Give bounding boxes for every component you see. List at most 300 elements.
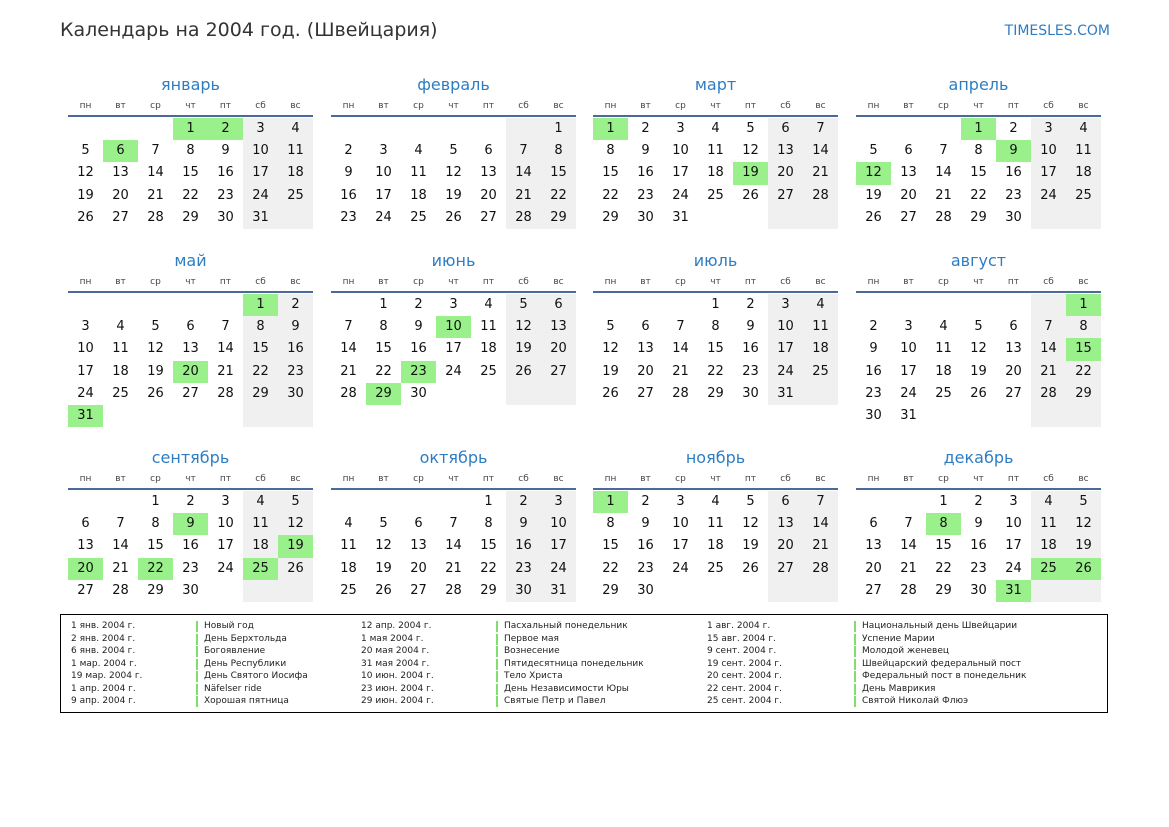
month-name: октябрь <box>419 448 488 467</box>
day-cell: 9 <box>641 516 650 532</box>
weekday-label: пт <box>744 277 757 287</box>
day-cell: 6 <box>869 516 878 532</box>
day-cell: 16 <box>970 538 987 554</box>
day-cell: 4 <box>939 319 948 335</box>
month-calendar <box>331 249 576 405</box>
day-cell: 21 <box>147 187 164 203</box>
day-cell: 26 <box>602 385 619 401</box>
day-cell: 13 <box>900 165 917 181</box>
day-cell: 26 <box>278 558 313 580</box>
holiday-date: 19 сент. 2004 г. <box>707 658 783 669</box>
weekday-label: сб <box>518 101 529 111</box>
day-cell: 6 <box>768 118 803 140</box>
day-cell: 10 <box>77 341 94 357</box>
day-cell: 22 <box>602 187 619 203</box>
day-cell: 22 <box>541 185 576 207</box>
day-cell: 3 <box>904 319 913 335</box>
day-cell: 27 <box>541 361 576 383</box>
weekday-label: вт <box>378 101 389 111</box>
holiday-date: 29 июн. 2004 г. <box>361 696 434 706</box>
empty-cell <box>278 405 313 427</box>
day-cell: 11 <box>112 341 129 357</box>
weekday-label: пт <box>482 474 495 484</box>
day-cell: 15 <box>970 165 987 181</box>
day-cell: 24 <box>768 361 803 383</box>
day-cell: 27 <box>1005 385 1022 401</box>
empty-cell <box>1031 294 1066 316</box>
day-cell: 2 <box>641 494 650 509</box>
weekday-label: вс <box>815 101 826 111</box>
day-cell: 25 <box>480 363 497 379</box>
holiday-day-cell: 1 <box>593 118 628 140</box>
day-cell: 18 <box>340 560 357 576</box>
day-cell: 29 <box>935 582 952 598</box>
day-cell: 5 <box>81 143 90 159</box>
day-cell: 22 <box>602 560 619 576</box>
day-cell: 27 <box>182 385 199 401</box>
day-cell: 22 <box>1066 361 1101 383</box>
day-cell: 21 <box>1031 361 1066 383</box>
empty-cell <box>173 405 208 427</box>
day-cell: 28 <box>803 185 838 207</box>
day-cell: 3 <box>541 491 576 513</box>
empty-cell <box>243 405 278 427</box>
day-cell: 21 <box>506 185 541 207</box>
header-divider <box>68 115 313 117</box>
holiday-date: 1 апр. 2004 г. <box>71 683 136 694</box>
holiday-name: День Республики <box>196 658 308 671</box>
weekday-label: пн <box>604 474 617 484</box>
days-grid <box>68 294 313 427</box>
weekday-label: вс <box>290 474 301 484</box>
day-cell: 8 <box>379 319 388 335</box>
legend-dates-col-1 <box>71 620 142 708</box>
weekday-header <box>593 471 838 487</box>
weekday-label: ср <box>938 474 949 484</box>
day-cell: 20 <box>541 338 576 360</box>
day-cell: 8 <box>606 143 615 159</box>
holiday-day-cell: 19 <box>278 535 313 557</box>
day-cell: 15 <box>182 165 199 181</box>
holiday-day-cell: 1 <box>961 118 996 140</box>
day-cell: 6 <box>414 516 423 532</box>
day-cell: 31 <box>541 580 576 602</box>
empty-cell <box>768 580 803 602</box>
day-cell: 18 <box>410 187 427 203</box>
day-cell: 26 <box>742 187 759 203</box>
day-cell: 23 <box>278 361 313 383</box>
day-cell: 31 <box>900 407 917 423</box>
day-cell: 2 <box>186 494 195 509</box>
day-cell: 29 <box>243 383 278 405</box>
header-divider <box>593 488 838 490</box>
holiday-name: День Маврикия <box>854 683 1026 696</box>
day-cell: 16 <box>340 187 357 203</box>
empty-cell <box>663 580 698 602</box>
empty-cell <box>856 491 891 513</box>
weekday-label: вт <box>903 101 914 111</box>
holiday-day-cell: 20 <box>68 558 103 580</box>
day-cell: 13 <box>768 513 803 535</box>
empty-cell <box>138 118 173 140</box>
weekday-label: чт <box>973 277 984 287</box>
day-cell: 29 <box>707 385 724 401</box>
day-cell: 29 <box>480 582 497 598</box>
month-name: декабрь <box>943 448 1014 467</box>
day-cell: 4 <box>116 319 125 335</box>
days-grid <box>68 491 313 602</box>
weekday-label: пт <box>219 277 232 287</box>
day-cell: 28 <box>900 582 917 598</box>
holiday-name: День Святого Иосифа <box>196 670 308 683</box>
day-cell: 20 <box>410 560 427 576</box>
day-cell: 19 <box>445 187 462 203</box>
holiday-date: 9 апр. 2004 г. <box>71 696 136 706</box>
holiday-day-cell: 31 <box>996 580 1031 602</box>
day-cell: 2 <box>1009 121 1018 136</box>
day-cell: 26 <box>865 209 882 225</box>
holiday-date: 31 мая 2004 г. <box>361 658 430 669</box>
day-cell: 24 <box>1031 185 1066 207</box>
empty-cell <box>103 294 138 316</box>
day-cell: 13 <box>410 538 427 554</box>
day-cell: 27 <box>900 209 917 225</box>
day-cell: 23 <box>970 560 987 576</box>
header-divider <box>856 115 1101 117</box>
day-cell: 29 <box>1066 383 1101 405</box>
empty-cell <box>1031 207 1066 229</box>
day-cell: 13 <box>112 165 129 181</box>
day-cell: 5 <box>606 319 615 335</box>
day-cell: 8 <box>606 516 615 532</box>
day-cell: 3 <box>676 121 685 136</box>
weekday-label: сб <box>780 277 791 287</box>
day-cell: 5 <box>974 319 983 335</box>
empty-cell <box>138 405 173 427</box>
day-cell: 9 <box>344 165 353 181</box>
day-cell: 8 <box>243 316 278 338</box>
day-cell: 21 <box>672 363 689 379</box>
weekday-label: чт <box>185 101 196 111</box>
header-divider <box>593 115 838 117</box>
weekday-label: пт <box>482 101 495 111</box>
day-cell: 17 <box>1031 162 1066 184</box>
day-cell: 25 <box>707 560 724 576</box>
empty-cell <box>961 294 996 316</box>
weekday-label: сб <box>1043 101 1054 111</box>
weekday-label: вс <box>1078 101 1089 111</box>
day-cell: 10 <box>900 341 917 357</box>
day-cell: 2 <box>869 319 878 335</box>
empty-cell <box>733 580 768 602</box>
day-cell: 15 <box>602 538 619 554</box>
holiday-day-cell: 1 <box>593 491 628 513</box>
empty-cell <box>436 383 471 405</box>
day-cell: 29 <box>602 582 619 598</box>
weekday-label: вт <box>640 101 651 111</box>
brand-link[interactable]: TIMESLES.COM <box>1004 23 1110 39</box>
holiday-date: 1 авг. 2004 г. <box>707 621 771 631</box>
day-cell: 8 <box>484 516 493 532</box>
empty-cell <box>506 383 541 405</box>
weekday-label: вс <box>553 101 564 111</box>
month-calendar <box>593 73 838 229</box>
holiday-name: Федеральный пост в понедельник <box>854 670 1026 683</box>
day-cell: 31 <box>672 209 689 225</box>
empty-cell <box>926 118 961 140</box>
empty-cell <box>138 294 173 316</box>
month-name: май <box>174 251 207 270</box>
day-cell: 3 <box>1009 494 1018 509</box>
legend-dates-col-3 <box>707 620 782 708</box>
weekday-header <box>331 274 576 290</box>
day-cell: 4 <box>1031 491 1066 513</box>
holiday-day-cell: 29 <box>366 383 401 405</box>
holiday-day-cell: 2 <box>208 118 243 140</box>
empty-cell <box>506 118 541 140</box>
day-cell: 4 <box>344 516 353 532</box>
holiday-name: Пятидесятница понедельник <box>496 658 644 671</box>
days-grid <box>856 118 1101 229</box>
day-cell: 18 <box>278 162 313 184</box>
month-calendar <box>68 73 313 229</box>
day-cell: 2 <box>506 491 541 513</box>
day-cell: 30 <box>278 383 313 405</box>
day-cell: 18 <box>1066 162 1101 184</box>
day-cell: 17 <box>243 162 278 184</box>
holiday-date: 6 янв. 2004 г. <box>71 646 136 656</box>
day-cell: 30 <box>217 209 234 225</box>
day-cell: 13 <box>1005 341 1022 357</box>
month-calendar <box>331 73 576 229</box>
holiday-name: Тело Христа <box>496 670 644 683</box>
day-cell: 9 <box>414 319 423 335</box>
empty-cell <box>961 405 996 427</box>
day-cell: 21 <box>803 535 838 557</box>
weekday-label: пт <box>219 101 232 111</box>
day-cell: 3 <box>1031 118 1066 140</box>
legend-names-col-2 <box>496 620 644 708</box>
days-grid <box>68 118 313 229</box>
weekday-label: вт <box>903 474 914 484</box>
weekday-label: сб <box>255 277 266 287</box>
day-cell: 16 <box>637 165 654 181</box>
header-divider <box>68 291 313 293</box>
day-cell: 14 <box>1031 338 1066 360</box>
weekday-label: пт <box>1007 474 1020 484</box>
day-cell: 28 <box>506 207 541 229</box>
day-cell: 19 <box>506 338 541 360</box>
day-cell: 15 <box>602 165 619 181</box>
day-cell: 13 <box>77 538 94 554</box>
day-cell: 19 <box>1066 535 1101 557</box>
day-cell: 17 <box>768 338 803 360</box>
day-cell: 27 <box>410 582 427 598</box>
day-cell: 16 <box>278 338 313 360</box>
holiday-name: Первое мая <box>496 633 644 646</box>
month-calendar <box>856 249 1101 427</box>
holiday-day-cell: 6 <box>103 140 138 162</box>
day-cell: 6 <box>484 143 493 159</box>
day-cell: 14 <box>672 341 689 357</box>
day-cell: 18 <box>707 538 724 554</box>
empty-cell <box>891 118 926 140</box>
day-cell: 13 <box>182 341 199 357</box>
day-cell: 14 <box>803 140 838 162</box>
weekday-label: вс <box>815 277 826 287</box>
header-divider <box>856 291 1101 293</box>
day-cell: 12 <box>278 513 313 535</box>
holiday-day-cell: 23 <box>401 361 436 383</box>
holiday-day-cell: 12 <box>856 162 891 184</box>
weekday-label: чт <box>973 474 984 484</box>
day-cell: 1 <box>541 118 576 140</box>
empty-cell <box>996 294 1031 316</box>
day-cell: 16 <box>865 363 882 379</box>
day-cell: 12 <box>742 143 759 159</box>
day-cell: 16 <box>742 341 759 357</box>
weekday-label: чт <box>448 277 459 287</box>
weekday-label: пн <box>79 474 92 484</box>
day-cell: 12 <box>506 316 541 338</box>
weekday-label: ср <box>675 101 686 111</box>
weekday-label: вт <box>115 277 126 287</box>
weekday-label: вт <box>378 277 389 287</box>
weekday-label: чт <box>185 277 196 287</box>
holiday-name: Näfelser ride <box>196 683 308 696</box>
day-cell: 7 <box>904 516 913 532</box>
day-cell: 3 <box>676 494 685 509</box>
day-cell: 17 <box>900 363 917 379</box>
day-cell: 22 <box>182 187 199 203</box>
empty-cell <box>471 118 506 140</box>
day-cell: 18 <box>803 338 838 360</box>
holiday-day-cell: 19 <box>733 162 768 184</box>
holiday-name: Вознесение <box>496 645 644 658</box>
empty-cell <box>366 118 401 140</box>
days-grid <box>593 118 838 229</box>
day-cell: 30 <box>637 209 654 225</box>
day-cell: 2 <box>641 121 650 136</box>
day-cell: 11 <box>410 165 427 181</box>
day-cell: 20 <box>637 363 654 379</box>
day-cell: 5 <box>869 143 878 159</box>
day-cell: 11 <box>803 316 838 338</box>
day-cell: 2 <box>344 143 353 159</box>
holiday-date: 2 янв. 2004 г. <box>71 633 136 644</box>
day-cell: 25 <box>1066 185 1101 207</box>
day-cell: 24 <box>77 385 94 401</box>
header-divider <box>593 291 838 293</box>
empty-cell <box>436 491 471 513</box>
empty-cell <box>856 294 891 316</box>
weekday-label: вт <box>378 474 389 484</box>
holiday-day-cell: 26 <box>1066 558 1101 580</box>
day-cell: 8 <box>541 140 576 162</box>
day-cell: 15 <box>935 538 952 554</box>
day-cell: 2 <box>414 297 423 312</box>
day-cell: 19 <box>970 363 987 379</box>
month-calendar <box>856 73 1101 229</box>
empty-cell <box>103 405 138 427</box>
empty-cell <box>733 207 768 229</box>
day-cell: 7 <box>449 516 458 532</box>
day-cell: 30 <box>970 582 987 598</box>
weekday-label: пн <box>79 277 92 287</box>
day-cell: 24 <box>541 558 576 580</box>
empty-cell <box>366 491 401 513</box>
holiday-day-cell: 1 <box>173 118 208 140</box>
weekday-label: вс <box>553 277 564 287</box>
day-cell: 3 <box>81 319 90 335</box>
day-cell: 14 <box>112 538 129 554</box>
day-cell: 20 <box>112 187 129 203</box>
empty-cell <box>1031 580 1066 602</box>
day-cell: 26 <box>77 209 94 225</box>
days-grid <box>331 118 576 229</box>
empty-cell <box>103 491 138 513</box>
day-cell: 20 <box>1005 363 1022 379</box>
day-cell: 15 <box>541 162 576 184</box>
days-grid <box>331 491 576 602</box>
day-cell: 6 <box>904 143 913 159</box>
empty-cell <box>68 491 103 513</box>
weekday-label: пт <box>744 101 757 111</box>
holiday-date: 23 июн. 2004 г. <box>361 683 434 694</box>
day-cell: 30 <box>1005 209 1022 225</box>
day-cell: 15 <box>147 538 164 554</box>
weekday-header <box>856 274 1101 290</box>
day-cell: 27 <box>768 185 803 207</box>
empty-cell <box>996 405 1031 427</box>
day-cell: 10 <box>375 165 392 181</box>
day-cell: 28 <box>112 582 129 598</box>
weekday-label: чт <box>710 277 721 287</box>
holiday-day-cell: 1 <box>1066 294 1101 316</box>
day-cell: 26 <box>970 385 987 401</box>
day-cell: 28 <box>672 385 689 401</box>
day-cell: 26 <box>147 385 164 401</box>
weekday-label: вс <box>553 474 564 484</box>
empty-cell <box>856 118 891 140</box>
holiday-day-cell: 10 <box>436 316 471 338</box>
weekday-label: ср <box>413 101 424 111</box>
day-cell: 7 <box>344 319 353 335</box>
holiday-day-cell: 15 <box>1066 338 1101 360</box>
day-cell: 30 <box>865 407 882 423</box>
day-cell: 17 <box>1005 538 1022 554</box>
weekday-label: сб <box>1043 474 1054 484</box>
empty-cell <box>698 580 733 602</box>
weekday-header <box>68 98 313 114</box>
weekday-label: пн <box>867 101 880 111</box>
holiday-date: 15 авг. 2004 г. <box>707 633 776 644</box>
day-cell: 26 <box>742 560 759 576</box>
day-cell: 10 <box>672 143 689 159</box>
day-cell: 12 <box>375 538 392 554</box>
day-cell: 1 <box>379 297 388 312</box>
empty-cell <box>103 118 138 140</box>
day-cell: 20 <box>900 187 917 203</box>
day-cell: 24 <box>217 560 234 576</box>
weekday-header <box>331 98 576 114</box>
day-cell: 27 <box>768 558 803 580</box>
weekday-label: ср <box>938 101 949 111</box>
day-cell: 21 <box>900 560 917 576</box>
weekday-label: чт <box>710 474 721 484</box>
day-cell: 6 <box>1009 319 1018 335</box>
day-cell: 31 <box>768 383 803 405</box>
